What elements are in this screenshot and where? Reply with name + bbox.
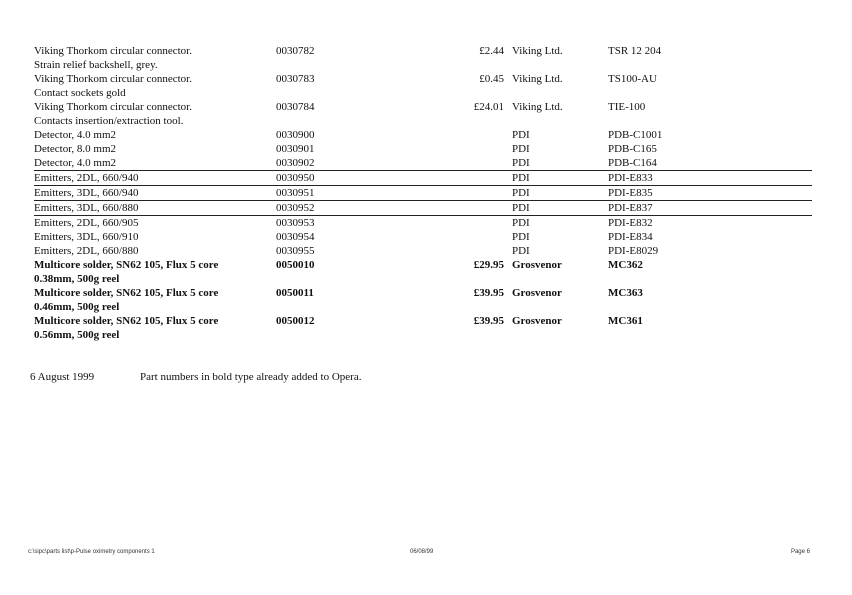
blank-cell	[34, 342, 276, 370]
blank-cell	[386, 201, 464, 216]
blank-cell	[386, 72, 464, 100]
parts-table-body	[34, 44, 812, 370]
part-number: 0030955	[276, 245, 315, 257]
part-description	[34, 258, 276, 286]
supplier-name: Viking Ltd.	[512, 73, 563, 85]
footer-page-number: Page 6	[790, 549, 810, 555]
blank-cell	[386, 314, 464, 342]
blank-cell	[764, 286, 812, 314]
table-row	[34, 156, 812, 171]
blank-cell	[508, 342, 608, 370]
supplier-reference: MC361	[608, 315, 643, 327]
description-line-1: Emitters, 3DL, 660/880	[34, 202, 139, 214]
supplier-name: PDI	[512, 157, 530, 169]
description-line-1: Emitters, 3DL, 660/910	[34, 231, 139, 243]
part-description	[34, 156, 276, 171]
blank-cell	[386, 142, 464, 156]
description-line-1: Viking Thorkom circular connector.	[34, 101, 192, 113]
blank-cell	[276, 342, 386, 370]
blank-cell	[386, 230, 464, 244]
blank-cell	[764, 230, 812, 244]
blank-cell	[764, 100, 812, 128]
description-line-1: Viking Thorkom circular connector.	[34, 73, 192, 85]
supplier-name: Grosvenor	[512, 315, 562, 327]
supplier-name: PDI	[512, 129, 530, 141]
supplier-name: PDI	[508, 186, 608, 201]
part-number: 0050010	[276, 259, 315, 271]
supplier-reference: MC363	[608, 287, 643, 299]
note-text: Part numbers in bold type already added to Opera.	[140, 371, 362, 383]
blank-cell	[764, 314, 812, 342]
description-line-2: Contact sockets gold	[34, 87, 126, 99]
part-price: £24.01	[473, 101, 504, 113]
description-line-2: Strain relief backshell, grey.	[34, 59, 158, 71]
part-price	[464, 216, 508, 231]
part-price	[464, 244, 508, 258]
part-description	[34, 142, 276, 156]
blank-cell	[386, 171, 464, 186]
blank-cell	[386, 216, 464, 231]
table-row	[34, 171, 812, 186]
description-line-1: Emitters, 2DL, 660/880	[34, 245, 139, 257]
supplier-reference: PDI-E833	[608, 171, 764, 186]
blank-cell	[764, 342, 812, 370]
table-row	[34, 100, 812, 128]
blank-cell	[764, 171, 812, 186]
part-price: £39.95	[473, 315, 504, 327]
supplier-reference: TSR 12 204	[608, 45, 662, 57]
table-row	[34, 128, 812, 142]
blank-cell	[386, 286, 464, 314]
description-line-1: Detector, 8.0 mm2	[34, 143, 117, 155]
supplier-reference: PDI-E832	[608, 216, 764, 231]
table-row	[34, 142, 812, 156]
part-price: £39.95	[473, 287, 504, 299]
part-price	[464, 128, 508, 142]
blank-cell	[464, 342, 508, 370]
supplier-name: PDI	[508, 201, 608, 216]
blank-cell	[764, 186, 812, 201]
description-line-2: Contacts insertion/extraction tool.	[34, 115, 184, 127]
part-description	[34, 72, 276, 100]
supplier-name: PDI	[512, 143, 530, 155]
part-price: £0.45	[479, 73, 504, 85]
blank-cell	[386, 128, 464, 142]
blank-cell	[386, 186, 464, 201]
part-price: £29.95	[473, 259, 504, 271]
part-price	[464, 156, 508, 171]
description-line-1: Multicore solder, SN62 105, Flux 5 core	[34, 315, 219, 327]
supplier-reference: PDI-E834	[608, 231, 653, 243]
blank-cell	[386, 44, 464, 72]
description-line-2: 0.38mm, 500g reel	[34, 273, 120, 285]
part-description	[34, 230, 276, 244]
part-price	[464, 186, 508, 201]
description-line-1: Emitters, 3DL, 660/940	[34, 187, 139, 199]
blank-cell	[764, 142, 812, 156]
part-number: 0030950	[276, 171, 386, 186]
blank-cell	[386, 100, 464, 128]
description-line-1: Multicore solder, SN62 105, Flux 5 core	[34, 259, 219, 271]
description-line-1: Detector, 4.0 mm2	[34, 129, 117, 141]
description-line-1: Detector, 4.0 mm2	[34, 157, 117, 169]
part-price	[464, 230, 508, 244]
footer-date: 06/08/99	[410, 549, 434, 555]
supplier-reference: PDB-C165	[608, 143, 657, 155]
table-row	[34, 286, 812, 314]
table-row	[34, 201, 812, 216]
table-row	[34, 230, 812, 244]
table-spacer-row	[34, 342, 812, 370]
blank-cell	[764, 216, 812, 231]
part-description	[34, 201, 276, 216]
part-description	[34, 186, 276, 201]
blank-cell	[764, 72, 812, 100]
description-line-1: Viking Thorkom circular connector.	[34, 45, 192, 57]
table-row	[34, 244, 812, 258]
supplier-name: PDI	[512, 231, 530, 243]
blank-cell	[386, 342, 464, 370]
supplier-reference: PDI-E837	[608, 201, 764, 216]
table-row	[34, 72, 812, 100]
blank-cell	[764, 128, 812, 142]
part-description	[34, 100, 276, 128]
supplier-reference: PDI-E835	[608, 186, 764, 201]
table-row	[34, 216, 812, 231]
part-number: 0030784	[276, 101, 315, 113]
part-price: £2.44	[479, 45, 504, 57]
supplier-name: Grosvenor	[512, 259, 562, 271]
blank-cell	[764, 258, 812, 286]
blank-cell	[764, 156, 812, 171]
part-number: 0030901	[276, 143, 315, 155]
supplier-reference: PDI-E8029	[608, 245, 659, 257]
part-number: 0050012	[276, 315, 315, 327]
part-number: 0030900	[276, 129, 315, 141]
part-price	[464, 171, 508, 186]
description-line-1: Emitters, 2DL, 660/905	[34, 217, 139, 229]
supplier-name: PDI	[512, 245, 530, 257]
part-number: 0030954	[276, 231, 315, 243]
table-row	[34, 44, 812, 72]
part-description	[34, 314, 276, 342]
part-number: 0030782	[276, 45, 315, 57]
blank-cell	[764, 244, 812, 258]
description-line-1: Multicore solder, SN62 105, Flux 5 core	[34, 287, 219, 299]
part-description	[34, 171, 276, 186]
description-line-2: 0.46mm, 500g reel	[34, 301, 120, 313]
part-description	[34, 286, 276, 314]
part-description	[34, 244, 276, 258]
part-price	[464, 142, 508, 156]
part-description	[34, 216, 276, 231]
part-number: 0030783	[276, 73, 315, 85]
part-number: 0030951	[276, 186, 386, 201]
part-number: 0030902	[276, 157, 315, 169]
part-number: 0030952	[276, 201, 386, 216]
table-row	[34, 258, 812, 286]
part-number: 0050011	[276, 287, 314, 299]
supplier-name: Grosvenor	[512, 287, 562, 299]
blank-cell	[608, 342, 764, 370]
part-description	[34, 128, 276, 142]
description-line-2: 0.56mm, 500g reel	[34, 329, 120, 341]
blank-cell	[386, 244, 464, 258]
part-description	[34, 44, 276, 72]
note-date: 6 August 1999	[30, 371, 95, 383]
blank-cell	[386, 156, 464, 171]
footer-file-path: c:\sipc\parts list\p-Pulse oximetry components 1	[28, 549, 155, 555]
parts-table	[34, 44, 812, 370]
supplier-name: PDI	[508, 171, 608, 186]
table-row	[34, 314, 812, 342]
supplier-reference: TS100-AU	[608, 73, 657, 85]
supplier-reference: TIE-100	[608, 101, 646, 113]
blank-cell	[764, 201, 812, 216]
part-number: 0030953	[276, 216, 386, 231]
supplier-reference: PDB-C164	[608, 157, 657, 169]
supplier-name: Viking Ltd.	[512, 101, 563, 113]
blank-cell	[764, 44, 812, 72]
part-price	[464, 201, 508, 216]
description-line-1: Emitters, 2DL, 660/940	[34, 172, 139, 184]
supplier-reference: PDB-C1001	[608, 129, 663, 141]
table-row	[34, 186, 812, 201]
supplier-name: Viking Ltd.	[512, 45, 563, 57]
supplier-reference: MC362	[608, 259, 643, 271]
supplier-name: PDI	[508, 216, 608, 231]
blank-cell	[386, 258, 464, 286]
